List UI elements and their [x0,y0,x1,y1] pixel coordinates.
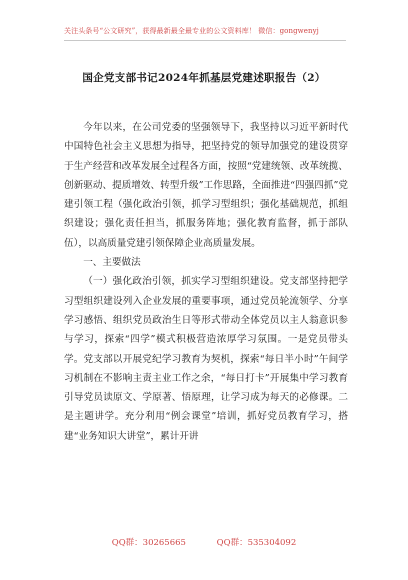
paragraph-political-guidance: （一）强化政治引领，抓实学习型组织建设。党支部坚持把学习型组织建设列入企业发展的重要事项，通过党员轮流领学、分享学习感悟、组织党员政治生日等形式带动全体党员以主人翁意识参与学习，探索“四学”模式积极营造浓厚学习氛围。一是党员带头学。党支部以开展党纪学习教育为契机，探索“每日半小时”午间学习机制在不影响主责主业工作之余，“每日打卡”开展集中学习教育引导党员读原文、学原著、悟原理，让学习成为每天的必修课。二是主题讲学。充分利用“例会课堂”培训，抓好党员教育学习，搭建“业务知识大讲堂”，累计开讲 [64,276,348,442]
paragraph-intro: 今年以来，在公司党委的坚强领导下，我坚持以习近平新时代中国特色社会主义思想为指导，把坚持党的领导加强党的建设贯穿于生产经营和改革发展全过程各方面，按照“党建统领、改革统揽、创新驱动、提质增效、转型升级”工作思路，全面推进“四强四抓”党建引领工程（强化政治引领，抓学习型组织；强化基础规范，抓组织建设；强化责任担当，抓服务阵地；强化教育监督，抓于部队伍），以高质量党建引领保障企业高质量发展。 [64,122,348,249]
header-divider [64,40,346,41]
document-body [64,118,348,446]
footer-qq-group-2: QQ群：535304092 [216,538,297,548]
section-heading: 一、主要做法 [83,257,141,269]
document-title: 国企党支部书记2024年抓基层党建述职报告（2） [82,72,326,84]
header-notice: 关注头条号“公文研究”，获得最新最全最专业的公文资料库！ 微信：gongwenyj [64,27,319,35]
footer-qq-group-1: QQ群：30265665 [111,538,186,548]
footer [0,536,408,548]
